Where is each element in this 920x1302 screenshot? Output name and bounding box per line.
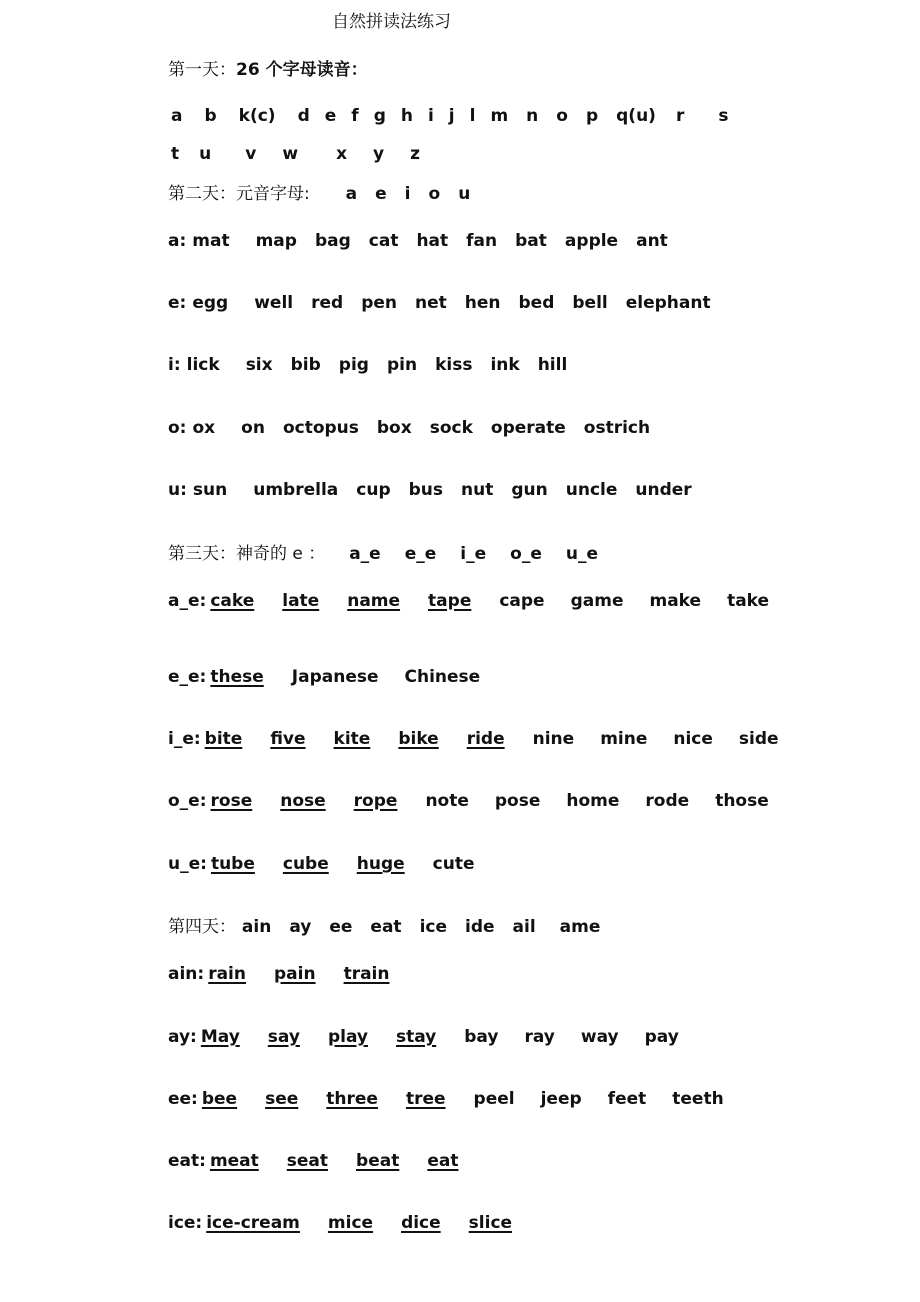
pattern-row-ice: [168, 1212, 860, 1234]
letter: k(c): [238, 106, 276, 126]
letter: n: [526, 106, 539, 126]
underlined-group: [210, 1150, 465, 1172]
letter: r: [675, 106, 685, 126]
row-prefix: ee:: [168, 1089, 198, 1109]
pattern: ay: [289, 917, 312, 937]
row-prefix: a_e:: [168, 591, 207, 611]
word: nine: [532, 729, 575, 749]
word: jeep: [540, 1089, 582, 1109]
letter: a: [171, 106, 183, 126]
vowel-row-e: [168, 292, 860, 314]
word: kiss: [435, 355, 473, 375]
word: cape: [499, 591, 545, 611]
underlined-group: [202, 1088, 452, 1110]
magic-e-row-o: [168, 790, 860, 812]
underlined-word: three: [326, 1089, 378, 1109]
day2-heading: [168, 183, 860, 205]
word: hen: [464, 293, 501, 313]
letters-row-1: [168, 105, 860, 127]
letter: d: [297, 106, 310, 126]
magic-e-row-a: [168, 590, 860, 612]
word: bed: [518, 293, 555, 313]
word: feet: [607, 1089, 647, 1109]
letter: y: [373, 144, 385, 164]
underlined-word: May: [200, 1027, 240, 1047]
letter: b: [204, 106, 217, 126]
letter: g: [373, 106, 386, 126]
underlined-word: nose: [280, 791, 326, 811]
letter: u: [199, 144, 212, 164]
pattern: eat: [370, 917, 402, 937]
row-prefix: eat:: [168, 1151, 206, 1171]
letters-row-2: [168, 143, 860, 165]
word: pose: [494, 791, 541, 811]
word: six: [245, 355, 273, 375]
underlined-group: [205, 728, 511, 750]
pattern-row-ay: [168, 1026, 860, 1048]
underlined-word: eat: [427, 1151, 459, 1171]
row-prefix: ay:: [168, 1027, 197, 1047]
letter: x: [336, 144, 348, 164]
letter: s: [718, 106, 729, 126]
letter: f: [351, 106, 359, 126]
letter: t: [171, 144, 180, 164]
underlined-word: say: [267, 1027, 300, 1047]
underlined-group: [211, 790, 404, 812]
word: ink: [490, 355, 520, 375]
word: mine: [600, 729, 648, 749]
word: game: [570, 591, 624, 611]
vowel-row-i: [168, 354, 860, 376]
word: bus: [408, 480, 444, 500]
day1-heading-rest: 26 个字母读音：: [236, 60, 368, 80]
word: uncle: [565, 480, 618, 500]
word: sock: [429, 418, 473, 438]
letter: z: [410, 144, 421, 164]
underlined-word: slice: [468, 1213, 513, 1233]
vowel: e: [375, 184, 387, 204]
word: red: [311, 293, 344, 313]
word: side: [738, 729, 779, 749]
row-prefix: ain:: [168, 964, 205, 984]
word: net: [415, 293, 447, 313]
underlined-word: seat: [286, 1151, 329, 1171]
letter: p: [585, 106, 599, 126]
vowel: a: [345, 184, 358, 204]
row-prefix: o_e:: [168, 791, 207, 811]
underlined-word: bee: [201, 1089, 238, 1109]
word: octopus: [282, 418, 359, 438]
word: note: [425, 791, 469, 811]
underlined-word: cake: [210, 591, 255, 611]
word: make: [649, 591, 702, 611]
word: Chinese: [404, 667, 481, 687]
word: box: [376, 418, 412, 438]
underlined-word: cube: [282, 854, 329, 874]
underlined-word: play: [327, 1027, 368, 1047]
underlined-word: name: [347, 591, 401, 611]
word: lick: [186, 355, 220, 375]
word: home: [566, 791, 620, 811]
underlined-word: ice-cream: [206, 1213, 300, 1233]
word: bib: [290, 355, 321, 375]
vowel-row-u: [168, 479, 860, 501]
underlined-word: bite: [204, 729, 243, 749]
underlined-group: [208, 963, 395, 985]
pattern-row-ee: [168, 1088, 860, 1110]
underlined-word: beat: [356, 1151, 400, 1171]
magic-e-row-e: [168, 666, 860, 688]
word: well: [254, 293, 294, 313]
day1-heading: [168, 59, 860, 81]
underlined-word: tree: [405, 1089, 446, 1109]
row-prefix: e:: [168, 293, 187, 313]
letter: i: [427, 106, 434, 126]
letter: o: [556, 106, 568, 126]
underlined-word: bike: [398, 729, 439, 749]
letter: q(u): [616, 106, 656, 126]
letter: m: [490, 106, 509, 126]
word: way: [580, 1027, 619, 1047]
underlined-word: five: [270, 729, 306, 749]
pattern: ee: [329, 917, 353, 937]
vowel: u: [458, 184, 471, 204]
vowel: o: [428, 184, 441, 204]
word: hill: [537, 355, 568, 375]
word: pin: [386, 355, 418, 375]
row-prefix: u:: [168, 480, 187, 500]
word: bell: [572, 293, 608, 313]
word: pig: [338, 355, 369, 375]
word: peel: [473, 1089, 515, 1109]
word: ant: [636, 231, 668, 251]
underlined-word: see: [265, 1089, 299, 1109]
underlined-word: rain: [208, 964, 246, 984]
word: cup: [356, 480, 391, 500]
word: ox: [192, 418, 216, 438]
letter: j: [448, 106, 455, 126]
pattern: ain: [241, 917, 272, 937]
underlined-group: [211, 853, 411, 875]
vowel: i: [404, 184, 411, 204]
word: fan: [466, 231, 498, 251]
underlined-word: late: [282, 591, 320, 611]
magic-e-row-i: [168, 728, 860, 750]
row-prefix: ice:: [168, 1213, 203, 1233]
pattern: a_e: [349, 544, 381, 564]
word: cute: [432, 854, 475, 874]
row-prefix: o:: [168, 418, 187, 438]
word: gun: [511, 480, 548, 500]
pattern: ice: [419, 917, 447, 937]
word: operate: [490, 418, 566, 438]
word: Japanese: [291, 667, 379, 687]
day4-heading-label: 第四天：: [168, 917, 236, 937]
day2-heading-label: 第二天：元音字母:: [168, 184, 310, 204]
row-prefix: e_e:: [168, 667, 207, 687]
letter: l: [469, 106, 476, 126]
underlined-word: rose: [210, 791, 253, 811]
underlined-group: [210, 590, 477, 612]
word: ostrich: [583, 418, 651, 438]
day1-heading-label: 第一天：: [168, 60, 236, 80]
underlined-group: [201, 1026, 442, 1048]
word: ray: [524, 1027, 555, 1047]
underlined-group: [206, 1212, 518, 1234]
word: teeth: [672, 1089, 724, 1109]
letter: e: [324, 106, 337, 126]
word: bag: [314, 231, 351, 251]
pattern-row-ain: [168, 963, 860, 985]
row-prefix: u_e:: [168, 854, 207, 874]
word: pen: [361, 293, 397, 313]
underlined-word: meat: [209, 1151, 259, 1171]
pattern: e_e: [404, 544, 437, 564]
pattern: u_e: [565, 544, 598, 564]
word: under: [635, 480, 692, 500]
vowel-row-o: [168, 417, 860, 439]
word: pay: [644, 1027, 679, 1047]
row-prefix: i:: [168, 355, 181, 375]
underlined-word: train: [343, 964, 390, 984]
underlined-word: pain: [274, 964, 316, 984]
word: bay: [464, 1027, 499, 1047]
underlined-word: these: [210, 667, 264, 687]
underlined-word: tube: [210, 854, 255, 874]
word: hat: [416, 231, 449, 251]
pattern: ail: [512, 917, 536, 937]
underlined-group: [210, 666, 269, 688]
underlined-word: dice: [401, 1213, 441, 1233]
day4-heading: [168, 916, 860, 938]
underlined-word: mice: [327, 1213, 374, 1233]
pattern-row-eat: [168, 1150, 860, 1172]
word: map: [255, 231, 297, 251]
word: on: [241, 418, 265, 438]
magic-e-row-u: [168, 853, 860, 875]
row-prefix: i_e:: [168, 729, 201, 749]
word: take: [727, 591, 770, 611]
pattern: i_e: [460, 544, 487, 564]
pattern: ame: [559, 917, 601, 937]
word: sun: [192, 480, 228, 500]
word: those: [715, 791, 769, 811]
underlined-word: ride: [466, 729, 505, 749]
pattern: o_e: [510, 544, 542, 564]
word: nut: [461, 480, 494, 500]
letter: h: [400, 106, 413, 126]
word: elephant: [625, 293, 711, 313]
word: mat: [192, 231, 230, 251]
day3-heading-label: 第三天：神奇的 e ：: [168, 544, 326, 564]
word: apple: [564, 231, 619, 251]
word: rode: [645, 791, 690, 811]
underlined-word: stay: [395, 1027, 437, 1047]
underlined-word: huge: [356, 854, 405, 874]
vowel-row-a: [168, 230, 860, 252]
word: egg: [192, 293, 229, 313]
page-title: 自然拼读法练习: [332, 12, 451, 32]
word: cat: [368, 231, 399, 251]
day3-heading: [168, 543, 860, 565]
underlined-word: tape: [428, 591, 472, 611]
letter: w: [282, 144, 299, 164]
row-prefix: a:: [168, 231, 187, 251]
word: umbrella: [253, 480, 339, 500]
letter: v: [245, 144, 257, 164]
pattern: ide: [465, 917, 495, 937]
underlined-word: rope: [353, 791, 398, 811]
underlined-word: kite: [333, 729, 371, 749]
word: bat: [515, 231, 547, 251]
word: nice: [673, 729, 713, 749]
